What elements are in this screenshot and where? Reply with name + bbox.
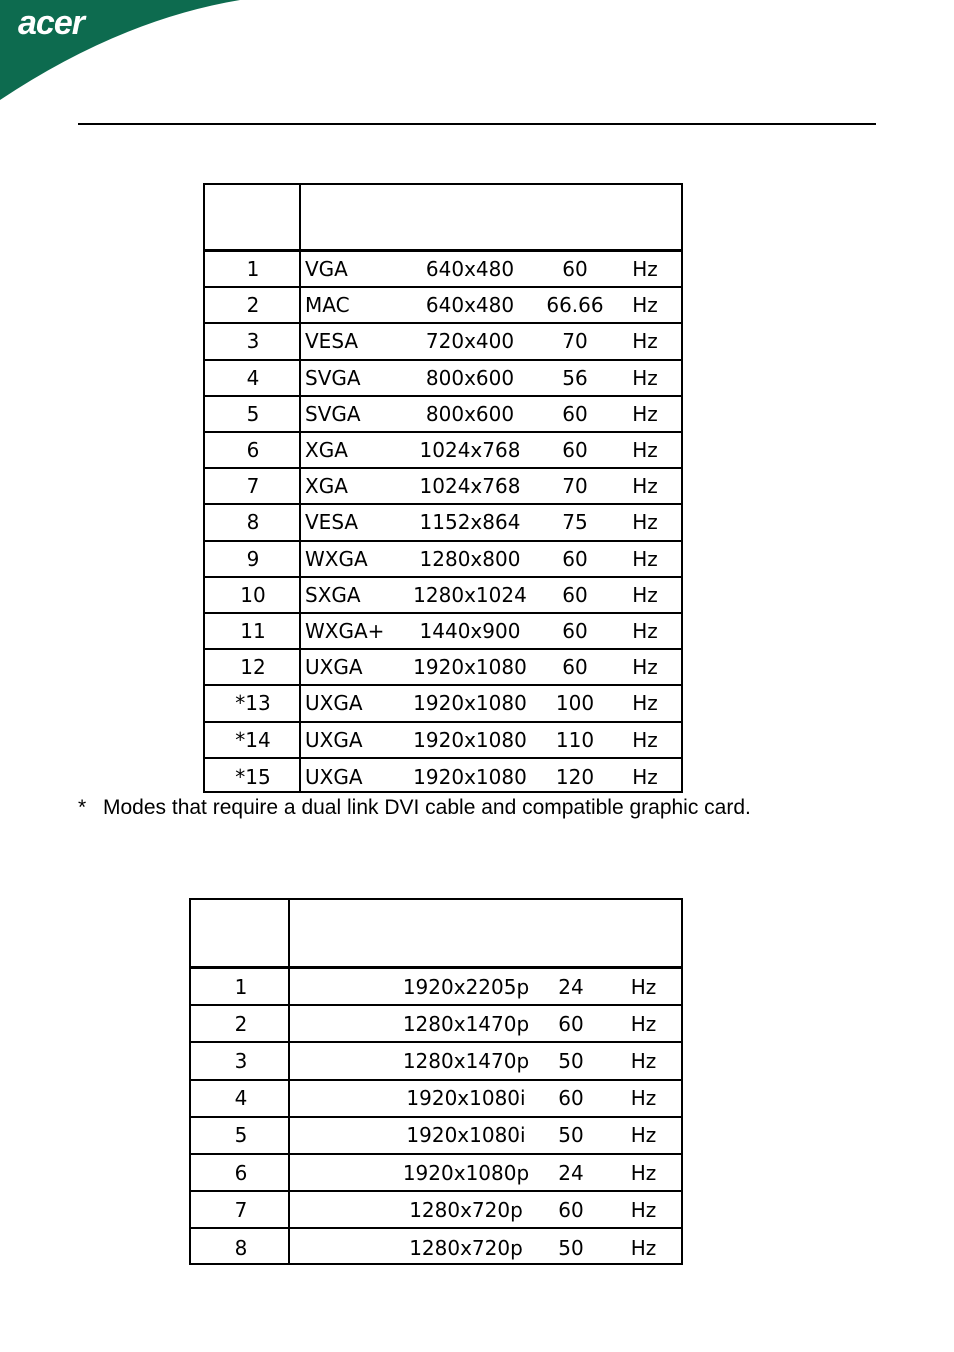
mode-resolution: 1152x864 [419, 510, 521, 535]
mode-number: 1 [234, 974, 248, 999]
mode-unit: Hz [632, 329, 658, 354]
mode-standard: UXGA [305, 691, 363, 716]
mode-refresh-rate: 60 [558, 1197, 584, 1222]
mode-number: 4 [246, 365, 260, 390]
mode-number: 11 [240, 619, 266, 644]
mode-refresh-rate: 60 [558, 1011, 584, 1036]
timing-table-2 [189, 898, 683, 1265]
mode-standard: UXGA [305, 727, 363, 752]
mode-unit: Hz [632, 764, 658, 789]
mode-standard: VESA [305, 510, 359, 535]
mode-number: 3 [234, 1048, 248, 1073]
table-row [205, 650, 681, 686]
mode-number: 7 [234, 1197, 248, 1222]
table-row [205, 361, 681, 397]
table-row [191, 1192, 681, 1229]
mode-refresh-rate: 60 [562, 257, 588, 282]
mode-refresh-rate: 50 [558, 1048, 584, 1073]
mode-resolution: 1920x1080 [413, 655, 527, 680]
mode-unit: Hz [632, 257, 658, 282]
mode-resolution: 1280x800 [419, 546, 521, 571]
mode-number: 10 [240, 582, 266, 607]
table-row [191, 1155, 681, 1192]
mode-refresh-rate: 60 [558, 1086, 584, 1111]
table-row [205, 288, 681, 324]
table-row [191, 1081, 681, 1118]
mode-unit: Hz [632, 727, 658, 752]
table-row [191, 1229, 681, 1266]
mode-resolution: 640x480 [425, 257, 515, 282]
table-row [191, 1118, 681, 1155]
timing-table-1 [203, 183, 683, 793]
mode-refresh-rate: 60 [562, 546, 588, 571]
mode-unit: Hz [632, 438, 658, 463]
mode-unit: Hz [632, 365, 658, 390]
mode-resolution: 800x600 [425, 365, 515, 390]
mode-refresh-rate: 50 [558, 1123, 584, 1148]
acer-logo: acer [18, 4, 84, 42]
mode-refresh-rate: 100 [555, 691, 595, 716]
mode-refresh-rate: 75 [562, 510, 588, 535]
mode-number: 1 [246, 257, 260, 282]
table-row [205, 397, 681, 433]
table1-header [205, 185, 681, 252]
mode-unit: Hz [632, 474, 658, 499]
mode-resolution: 640x480 [425, 293, 515, 318]
mode-unit: Hz [630, 1011, 657, 1036]
table-row [205, 505, 681, 541]
mode-refresh-rate: 60 [562, 619, 588, 644]
mode-refresh-rate: 70 [562, 474, 588, 499]
mode-number: *14 [235, 727, 271, 752]
mode-unit: Hz [630, 1197, 657, 1222]
footnote [78, 796, 751, 820]
mode-number: 9 [246, 546, 260, 571]
mode-standard: WXGA [305, 546, 368, 571]
mode-standard: XGA [305, 438, 348, 463]
mode-unit: Hz [632, 510, 658, 535]
mode-standard: SXGA [305, 582, 361, 607]
mode-number: 6 [246, 438, 260, 463]
table-row [191, 969, 681, 1006]
mode-unit: Hz [630, 974, 657, 999]
mode-resolution: 1280x1470p [402, 1048, 530, 1073]
mode-number: 2 [246, 293, 260, 318]
mode-resolution: 1920x1080i [406, 1086, 526, 1111]
mode-standard: XGA [305, 474, 348, 499]
mode-standard: UXGA [305, 655, 363, 680]
mode-refresh-rate: 56 [562, 365, 588, 390]
mode-unit: Hz [632, 401, 658, 426]
mode-refresh-rate: 50 [558, 1235, 584, 1260]
mode-number: 6 [234, 1160, 248, 1185]
mode-refresh-rate: 110 [555, 727, 595, 752]
mode-number: 8 [246, 510, 260, 535]
mode-resolution: 1920x1080p [402, 1160, 530, 1185]
mode-resolution: 720x400 [425, 329, 515, 354]
table-row [205, 686, 681, 722]
mode-number: *13 [235, 691, 271, 716]
mode-unit: Hz [632, 691, 658, 716]
mode-refresh-rate: 60 [562, 401, 588, 426]
mode-standard: VESA [305, 329, 359, 354]
table2-header [191, 900, 681, 969]
mode-number: 3 [246, 329, 260, 354]
mode-standard: SVGA [305, 365, 361, 390]
mode-refresh-rate: 60 [562, 655, 588, 680]
mode-resolution: 800x600 [425, 401, 515, 426]
table-row [205, 723, 681, 759]
mode-number: 8 [234, 1235, 248, 1260]
mode-resolution: 1280x1024 [413, 582, 527, 607]
mode-resolution: 1280x720p [409, 1197, 523, 1222]
mode-refresh-rate: 66.66 [546, 293, 604, 318]
mode-resolution: 1440x900 [419, 619, 521, 644]
table-row [205, 759, 681, 795]
table-row [205, 433, 681, 469]
mode-resolution: 1920x2205p [402, 974, 530, 999]
mode-number: 5 [246, 401, 260, 426]
table-row [191, 1006, 681, 1043]
mode-refresh-rate: 24 [558, 974, 584, 999]
mode-unit: Hz [630, 1235, 657, 1260]
mode-refresh-rate: 70 [562, 329, 588, 354]
table-row [205, 542, 681, 578]
mode-unit: Hz [630, 1123, 657, 1148]
mode-resolution: 1920x1080 [413, 691, 527, 716]
mode-number: 4 [234, 1086, 248, 1111]
mode-resolution: 1920x1080 [413, 727, 527, 752]
table-row [205, 578, 681, 614]
mode-number: *15 [235, 764, 271, 789]
mode-resolution: 1280x1470p [402, 1011, 530, 1036]
footnote-text: Modes that require a dual link DVI cable and compatible graphic card. [103, 796, 751, 819]
mode-refresh-rate: 24 [558, 1160, 584, 1185]
mode-unit: Hz [632, 582, 658, 607]
mode-refresh-rate: 60 [562, 438, 588, 463]
mode-resolution: 1024x768 [419, 474, 521, 499]
mode-resolution: 1920x1080 [413, 764, 527, 789]
mode-number: 2 [234, 1011, 248, 1036]
mode-resolution: 1920x1080i [406, 1123, 526, 1148]
table-row [205, 469, 681, 505]
mode-unit: Hz [630, 1160, 657, 1185]
table-row [205, 252, 681, 288]
footnote-marker: * [78, 796, 87, 819]
mode-number: 7 [246, 474, 260, 499]
mode-standard: UXGA [305, 764, 363, 789]
mode-standard: SVGA [305, 401, 361, 426]
mode-unit: Hz [632, 546, 658, 571]
table-row [205, 614, 681, 650]
mode-standard: VGA [305, 257, 348, 282]
mode-refresh-rate: 120 [555, 764, 595, 789]
mode-unit: Hz [632, 293, 658, 318]
mode-resolution: 1280x720p [409, 1235, 523, 1260]
table-row [191, 1043, 681, 1080]
table-row [205, 324, 681, 360]
mode-resolution: 1024x768 [419, 438, 521, 463]
header-divider [78, 123, 876, 125]
mode-number: 12 [240, 655, 266, 680]
mode-number: 5 [234, 1123, 248, 1148]
mode-unit: Hz [632, 619, 658, 644]
mode-unit: Hz [632, 655, 658, 680]
mode-unit: Hz [630, 1048, 657, 1073]
mode-standard: WXGA+ [305, 619, 385, 644]
mode-standard: MAC [305, 293, 350, 318]
mode-unit: Hz [630, 1086, 657, 1111]
mode-refresh-rate: 60 [562, 582, 588, 607]
